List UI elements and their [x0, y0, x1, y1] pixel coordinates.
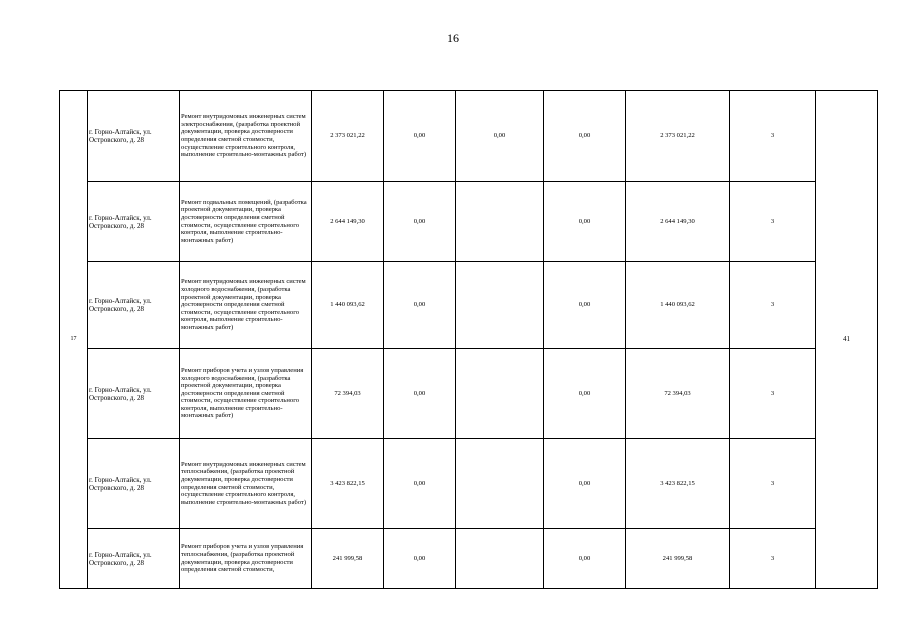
value-cell-4: 0,00 — [544, 91, 626, 182]
total-cell: 3 423 822,15 — [626, 439, 730, 529]
table-row — [60, 262, 878, 349]
table-row — [60, 349, 878, 439]
value-cell-3 — [456, 439, 544, 529]
value-cell-2: 0,00 — [384, 529, 456, 589]
table-row — [60, 439, 878, 529]
count-cell: 3 — [730, 91, 816, 182]
address-cell: г. Горно-Алтайск, ул. Островского, д. 28 — [88, 182, 180, 262]
total-cell: 2 373 021,22 — [626, 91, 730, 182]
value-cell-4: 0,00 — [544, 529, 626, 589]
count-cell: 3 — [730, 439, 816, 529]
cost-cell: 2 373 021,22 — [312, 91, 384, 182]
work-description-cell: Ремонт внутридомовых инженерных систем электроснабжения, (разработка проектной документации, проверка достоверности определения сметной стоимости, осуществление строительного контроля, выполнение строительно-монтажных работ) — [180, 91, 312, 182]
value-cell-4: 0,00 — [544, 262, 626, 349]
total-cell: 2 644 149,30 — [626, 182, 730, 262]
table-row — [60, 91, 878, 182]
row-index: 17 — [60, 91, 88, 589]
value-cell-2: 0,00 — [384, 262, 456, 349]
address-cell: г. Горно-Алтайск, ул. Островского, д. 28 — [88, 262, 180, 349]
count-cell: 3 — [730, 182, 816, 262]
cost-cell: 241 999,58 — [312, 529, 384, 589]
total-cell: 72 394,03 — [626, 349, 730, 439]
table-row — [60, 182, 878, 262]
page-number: 16 — [447, 31, 459, 45]
value-cell-2: 0,00 — [384, 182, 456, 262]
work-description-cell: Ремонт подвальных помещений, (разработка проектной документации, проверка достоверности определения сметной стоимости, осуществление строительного контроля, выполнение строительно-монтажных работ) — [180, 182, 312, 262]
address-cell: г. Горно-Алтайск, ул. Островского, д. 28 — [88, 439, 180, 529]
count-cell: 3 — [730, 349, 816, 439]
address-cell: г. Горно-Алтайск, ул. Островского, д. 28 — [88, 529, 180, 589]
value-cell-3 — [456, 262, 544, 349]
work-description-cell: Ремонт внутридомовых инженерных систем холодного водоснабжения, (разработка проектной документации, проверка достоверности определения сметной стоимости, осуществление строительного контроля, выполнение строительно-монтажных работ) — [180, 262, 312, 349]
cost-cell: 72 394,03 — [312, 349, 384, 439]
cost-cell: 2 644 149,30 — [312, 182, 384, 262]
total-cell: 241 999,58 — [626, 529, 730, 589]
value-cell-3 — [456, 529, 544, 589]
value-cell-4: 0,00 — [544, 349, 626, 439]
count-cell: 3 — [730, 529, 816, 589]
value-cell-4: 0,00 — [544, 182, 626, 262]
cost-cell: 1 440 093,62 — [312, 262, 384, 349]
value-cell-2: 0,00 — [384, 439, 456, 529]
value-cell-2: 0,00 — [384, 349, 456, 439]
works-table — [59, 90, 878, 589]
work-description-cell: Ремонт внутридомовых инженерных систем теплоснабжения, (разработка проектной документации, проверка достоверности определения сметной стоимости, осуществление строительного контроля, выполнение строительно-монтажных работ) — [180, 439, 312, 529]
work-description-cell: Ремонт приборов учета и узлов управления теплоснабжения, (разработка проектной документации, проверка достоверности определения сметной стоимости, — [180, 529, 312, 589]
cost-cell: 3 423 822,15 — [312, 439, 384, 529]
value-cell-3: 0,00 — [456, 91, 544, 182]
value-cell-2: 0,00 — [384, 91, 456, 182]
table-row — [60, 529, 878, 589]
value-cell-3 — [456, 349, 544, 439]
work-description-cell: Ремонт приборов учета и узлов управления холодного водоснабжения, (разработка проектной документации, проверка достоверности определения сметной стоимости, осуществление строительного контроля, выполнение строительно-монтажных работ) — [180, 349, 312, 439]
value-cell-4: 0,00 — [544, 439, 626, 529]
address-cell: г. Горно-Алтайск, ул. Островского, д. 28 — [88, 349, 180, 439]
total-cell: 1 440 093,62 — [626, 262, 730, 349]
value-cell-3 — [456, 182, 544, 262]
right-value-cell: 41 — [816, 91, 878, 589]
count-cell: 3 — [730, 262, 816, 349]
address-cell: г. Горно-Алтайск, ул. Островского, д. 28 — [88, 91, 180, 182]
